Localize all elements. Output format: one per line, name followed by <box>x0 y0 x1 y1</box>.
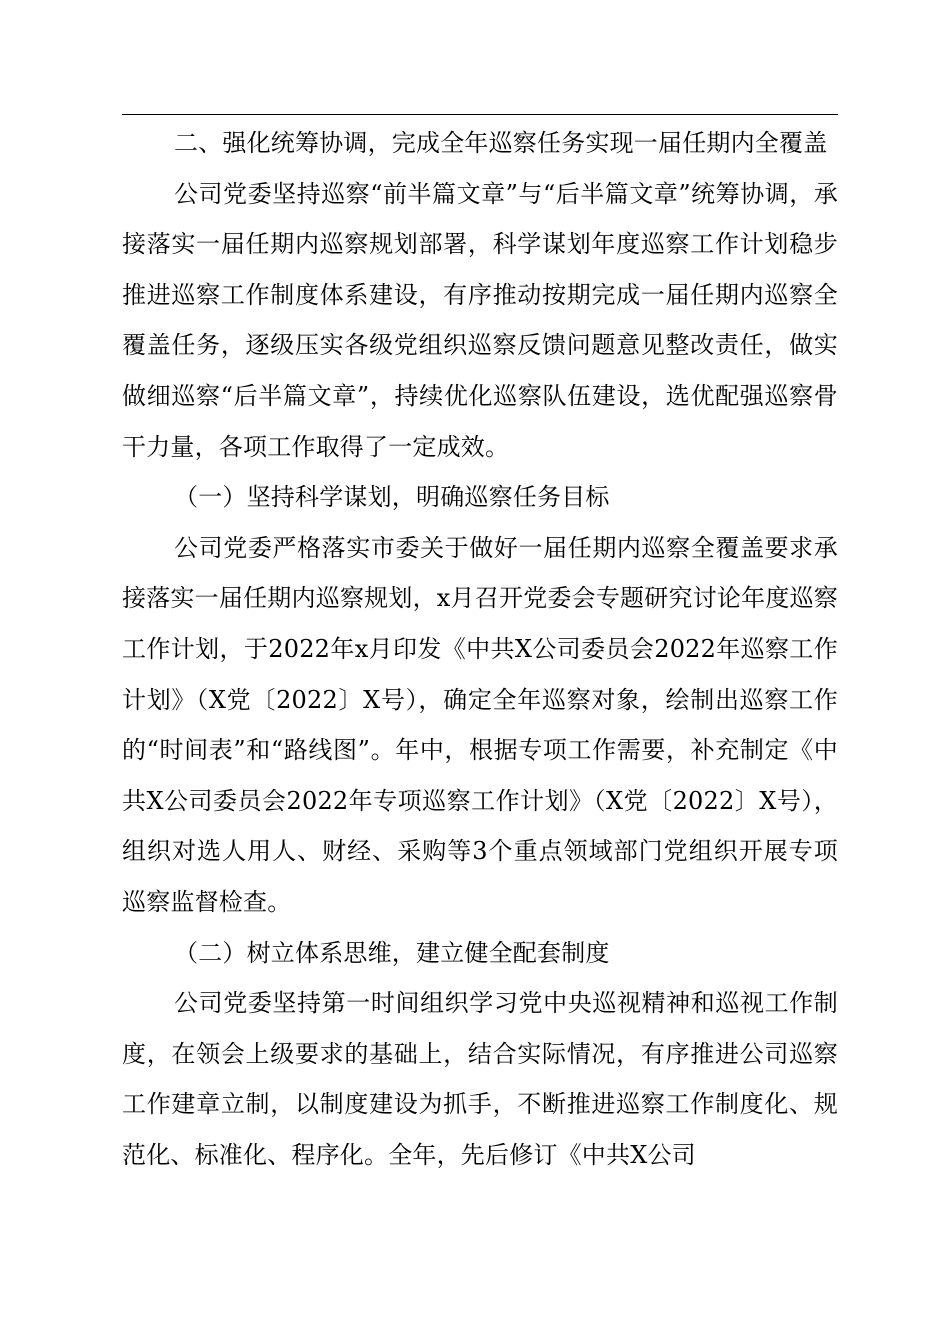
intro-paragraph: 公司党委坚持巡察“前半篇文章”与“后半篇文章”统筹协调，承接落实一届任期内巡察规划部署，科学谋划年度巡察工作计划稳步推进巡察工作制度体系建设，有序推动按期完成一届任期内巡察全覆盖任务，逐级压实各级党组织巡察反馈问题意见整改责任，做实做细巡察“后半篇文章”，持续优化巡察队伍建设，选优配强巡察骨干力量，各项工作取得了一定成效。 <box>122 179 838 461</box>
document-body <box>122 118 838 1180</box>
subsection-2-heading: （二）树立体系思维，建立健全配套制度 <box>174 938 610 967</box>
subsection-1-paragraph: 公司党委严格落实市委关于做好一届任期内巡察全覆盖要求承接落实一届任期内巡察规划，x月召开党委会专题研究讨论年度巡察工作计划，于2022年x月印发《中共X公司委员会2022年巡察工作计划》（X党〔2022〕X号），确定全年巡察对象，绘制出巡察工作的“时间表”和“路线图”。年中，根据专项工作需要，补充制定《中共X公司委员会2022年专项巡察工作计划》（X党〔2022〕X号），组织对选人用人、财经、采购等3个重点领域部门党组织开展专项巡察监督检查。 <box>122 533 838 916</box>
header-rule <box>122 114 838 115</box>
section-heading: 二、强化统筹协调，完成全年巡察任务实现一届任期内全覆盖 <box>174 129 828 157</box>
subsection-2-paragraph: 公司党委坚持第一时间组织学习党中央巡视精神和巡视工作制度，在领会上级要求的基础上，结合实际情况，有序推进公司巡察工作建章立制，以制度建设为抓手，不断推进巡察工作制度化、规范化、标准化、程序化。全年，先后修订《中共X公司 <box>122 989 838 1169</box>
subsection-1-heading: （一）坚持科学谋划，明确巡察任务目标 <box>174 483 610 512</box>
